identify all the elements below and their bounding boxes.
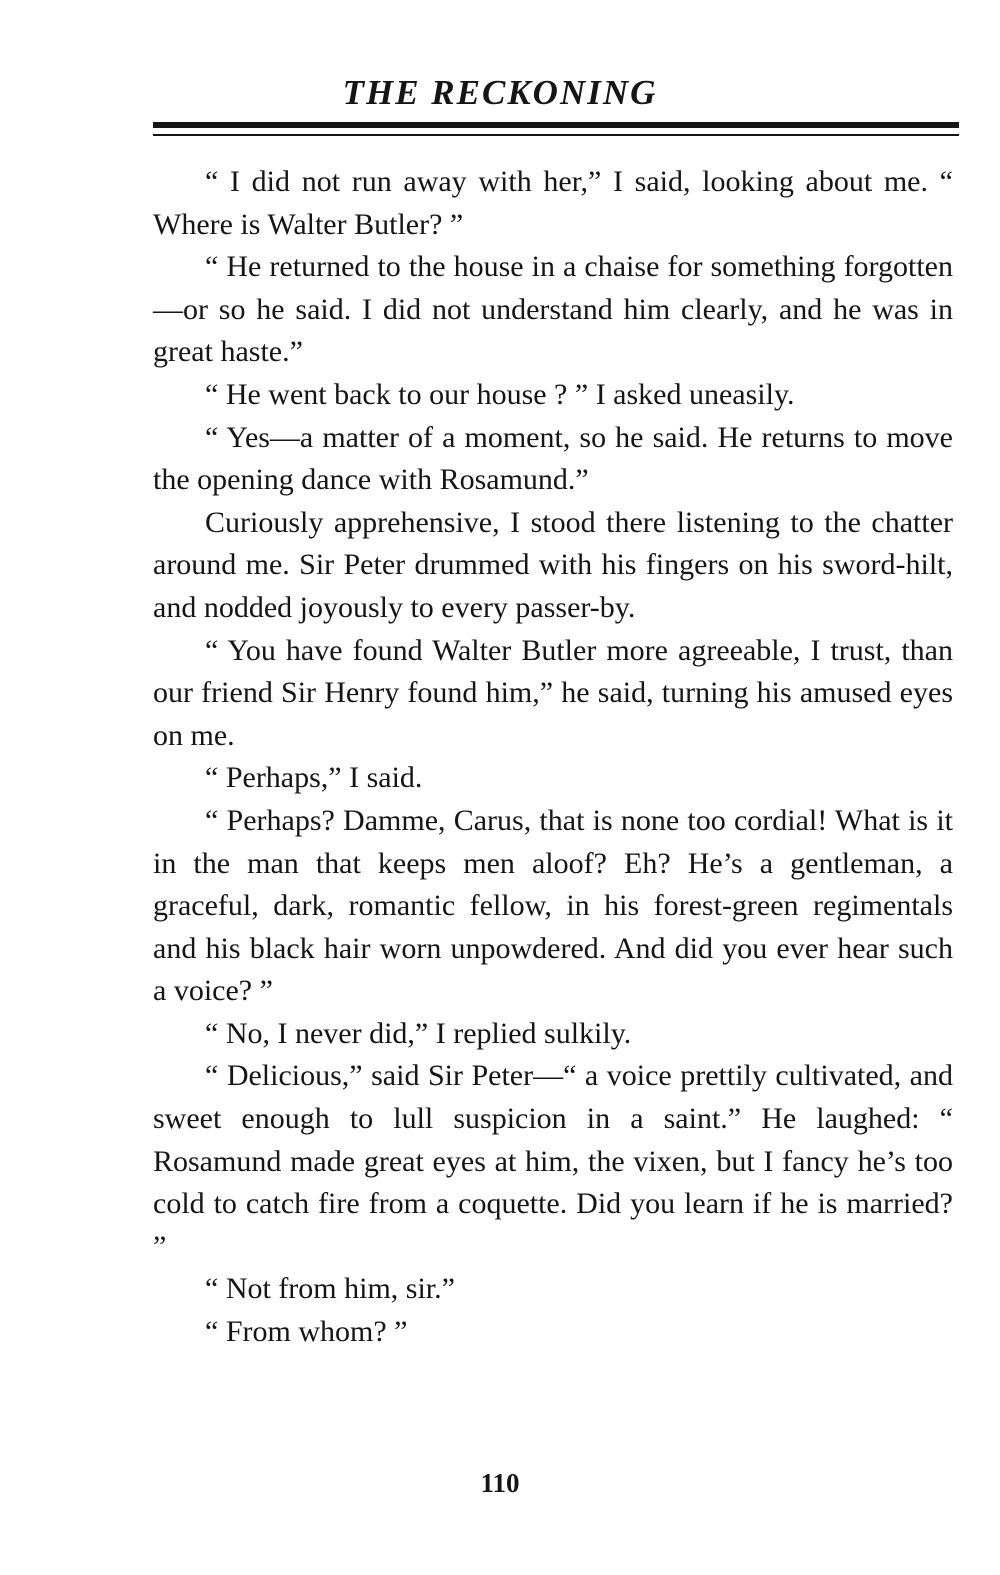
paragraph: Curiously apprehensive, I stood there listening to the chatter around me. Sir Peter drummed with his fingers on his sword-hilt, and nodded joyously to every passer-by.	[153, 505, 953, 624]
paragraph: “ I did not run away with her,” I said, looking about me. “ Where is Walter Butler? ”	[153, 165, 953, 241]
running-title: THE RECKONING	[342, 73, 658, 112]
paragraph: “ Perhaps? Damme, Carus, that is none too cordial! What is it in the man that keeps men aloof? Eh? He’s a gentleman, a graceful, dark, romantic fellow, in his forest-green regimentals and his black hair worn unpowdered. And did you ever hear such a voice? ”	[153, 803, 953, 1008]
header-rule-thin	[153, 134, 959, 136]
paragraph: “ No, I never did,” I replied sulkily.	[205, 1016, 632, 1050]
header-rule-thick	[153, 122, 959, 128]
text-body	[153, 161, 953, 1354]
page-number: 110	[480, 1468, 520, 1498]
paragraph: “ He went back to our house ? ” I asked uneasily.	[205, 377, 795, 411]
paragraph: “ Not from him, sir.”	[205, 1272, 455, 1306]
paragraph: “ From whom? ”	[205, 1315, 408, 1349]
paragraph: “ Delicious,” said Sir Peter—“ a voice prettily cultivated, and sweet enough to lull suspicion in a saint.” He laughed: “ Rosamund made great eyes at him, the vixen, but I fancy he’s too cold to catch fire from a coquette. Did you learn if he is married? ”	[153, 1059, 953, 1263]
paragraph: “ Yes—a matter of a moment, so he said. He returns to move the opening dance with Rosamund.”	[153, 420, 953, 497]
paragraph: “ He returned to the house in a chaise for something forgotten—or so he said. I did not understand him clearly, and he was in great haste.”	[153, 250, 953, 369]
paragraph: “ Perhaps,” I said.	[205, 761, 423, 795]
paragraph: “ You have found Walter Butler more agreeable, I trust, than our friend Sir Henry found him,” he said, turning his amused eyes on me.	[153, 633, 953, 752]
